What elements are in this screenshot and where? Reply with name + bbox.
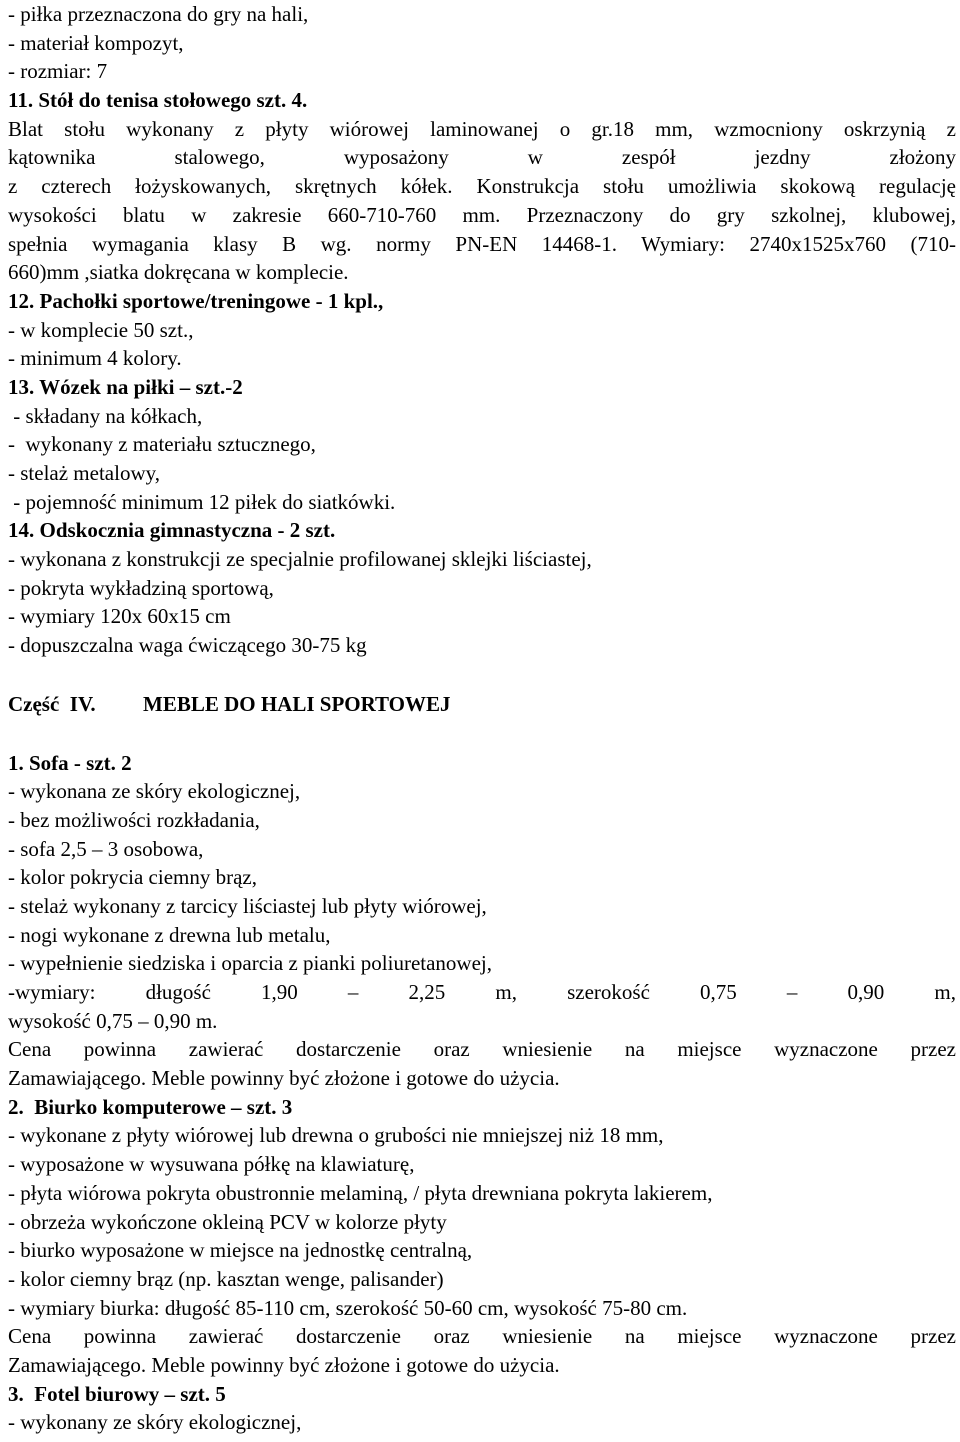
list-item: - wykonany z materiału sztucznego, — [8, 432, 316, 457]
part-label: Część IV. — [8, 691, 96, 716]
list-item: - składany na kółkach, — [8, 403, 203, 428]
spacer — [8, 719, 956, 749]
list-item: - sofa 2,5 – 3 osobowa, — [8, 836, 204, 861]
paragraph-line: Cena powinna zawierać dostarczenie oraz wniesienie na miejsce wyznaczone przez — [8, 1037, 956, 1062]
part-title: MEBLE DO HALI SPORTOWEJ — [143, 691, 451, 716]
paragraph-line: z czterech łożyskowanych, skrętnych kółek. Konstrukcja stołu umożliwia skokową regulację — [8, 174, 956, 199]
list-item: - bez możliwości rozkładania, — [8, 807, 260, 832]
list-item: - wykonana ze skóry ekologicznej, — [8, 779, 301, 804]
list-item: - wypełnienie siedziska i oparcia z pianki poliuretanowej, — [8, 951, 492, 976]
paragraph-line: 660)mm ,siatka dokręcana w komplecie. — [8, 260, 349, 285]
item-heading: 11. Stół do tenisa stołowego szt. 4. — [8, 88, 308, 113]
document-page — [8, 0, 956, 1437]
list-item: - nogi wykonane z drewna lub metalu, — [8, 922, 331, 947]
list-item: - pokryta wykładziną sportową, — [8, 575, 274, 600]
paragraph-line: spełnia wymagania klasy B wg. normy PN-EN 14468-1. Wymiary: 2740x1525x760 (710- — [8, 231, 956, 256]
list-item: -wymiary: długość 1,90 – 2,25 m, szerokość 0,75 – 0,90 m, — [8, 980, 956, 1004]
item-heading: 1. Sofa - szt. 2 — [8, 750, 132, 775]
item-heading: 2. Biurko komputerowe – szt. 3 — [8, 1094, 293, 1119]
list-item: - wymiary biurka: długość 85-110 cm, szerokość 50-60 cm, wysokość 75-80 cm. — [8, 1295, 688, 1320]
list-item: - w komplecie 50 szt., — [8, 317, 194, 342]
list-item: - rozmiar: 7 — [8, 59, 108, 84]
spacer — [8, 660, 956, 690]
list-item: - wykonane z płyty wiórowej lub drewna o grubości nie mniejszej niż 18 mm, — [8, 1123, 664, 1148]
list-item: - stelaż wykonany z tarcicy liściastej lub płyty wiórowej, — [8, 893, 487, 918]
item-heading: 13. Wózek na piłki – szt.-2 — [8, 374, 243, 399]
part-heading — [8, 690, 956, 719]
paragraph-line: Zamawiającego. Meble powinny być złożone i gotowe do użycia. — [8, 1352, 560, 1377]
paragraph-line: Blat stołu wykonany z płyty wiórowej laminowanej o gr.18 mm, wzmocniony oskrzynią z — [8, 116, 956, 141]
list-item: - wykonana z konstrukcji ze specjalnie profilowanej sklejki liściastej, — [8, 547, 592, 572]
list-item: - dopuszczalna waga ćwiczącego 30-75 kg — [8, 633, 367, 658]
list-item: - wyposażone w wysuwana półkę na klawiaturę, — [8, 1152, 415, 1177]
item-heading: 3. Fotel biurowy – szt. 5 — [8, 1381, 226, 1406]
list-item: - płyta wiórowa pokryta obustronnie melaminą, / płyta drewniana pokryta lakierem, — [8, 1180, 713, 1205]
list-item: - kolor ciemny brąz (np. kasztan wenge, palisander) — [8, 1266, 444, 1291]
list-item: - materiał kompozyt, — [8, 30, 184, 55]
paragraph-line: Zamawiającego. Meble powinny być złożone i gotowe do użycia. — [8, 1066, 560, 1091]
paragraph-line: Cena powinna zawierać dostarczenie oraz wniesienie na miejsce wyznaczone przez — [8, 1324, 956, 1349]
item-heading: 12. Pachołki sportowe/treningowe - 1 kpl., — [8, 288, 384, 313]
list-item: - obrzeża wykończone okleiną PCV w kolorze płyty — [8, 1209, 447, 1234]
item-heading: 14. Odskocznia gimnastyczna - 2 szt. — [8, 518, 336, 543]
list-item: wysokość 0,75 – 0,90 m. — [8, 1008, 218, 1033]
list-item: - kolor pokrycia ciemny brąz, — [8, 865, 257, 890]
paragraph-line: wysokości blatu w zakresie 660-710-760 mm. Przeznaczony do gry szkolnej, klubowej, — [8, 202, 956, 227]
paragraph-line: kątownika stalowego, wyposażony w zespół jezdny złożony — [8, 145, 956, 170]
list-item: - wymiary 120x 60x15 cm — [8, 604, 231, 629]
list-item: - piłka przeznaczona do gry na hali, — [8, 2, 309, 26]
list-item: - wykonany ze skóry ekologicznej, — [8, 1410, 302, 1435]
list-item: - pojemność minimum 12 piłek do siatkówki. — [8, 489, 396, 514]
list-item: - stelaż metalowy, — [8, 461, 160, 485]
list-item: - minimum 4 kolory. — [8, 346, 182, 371]
list-item: - biurko wyposażone w miejsce na jednostkę centralną, — [8, 1238, 473, 1263]
